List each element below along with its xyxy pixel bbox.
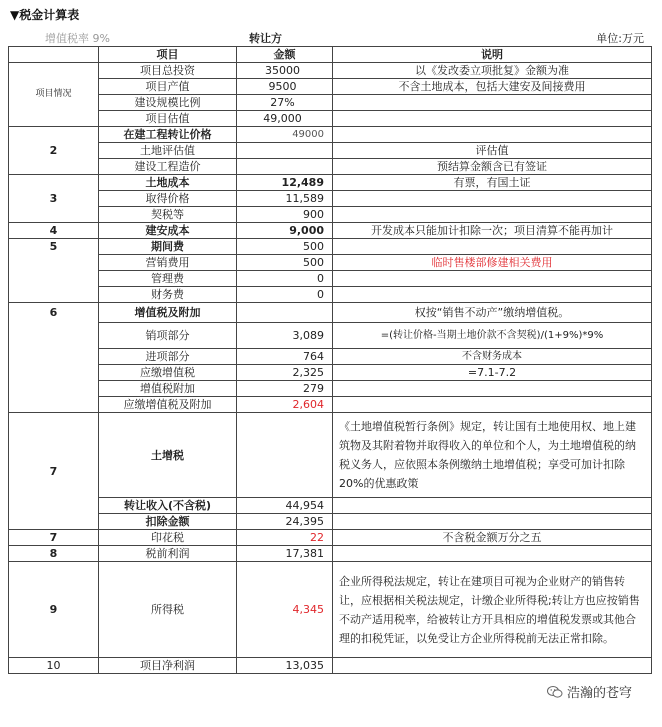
row-amount	[237, 413, 333, 498]
row-item: 土地评估值	[99, 143, 237, 159]
row-item: 增值税及附加	[99, 303, 237, 323]
row-amount: 3,089	[237, 323, 333, 349]
row-item: 项目估值	[99, 111, 237, 127]
row-item: 土地成本	[99, 175, 237, 191]
row-item: 项目净利润	[99, 658, 237, 674]
table-row	[9, 143, 652, 159]
sheet-title: ▼税金计算表	[10, 8, 80, 22]
row-note	[333, 658, 652, 674]
row-note: 企业所得税法规定，转让在建项目可视为企业财产的销售转让，应根据相关税法规定，计缴企业所得税;转让方也应按销售不动产适用税率，给被转让方开具相应的增值税发票或其他合理的扣税凭证，以免受让方企业所得税前无法正常扣除。	[333, 562, 652, 658]
table-row	[9, 349, 652, 365]
row-category: 4	[9, 223, 99, 239]
row-item: 期间费	[99, 239, 237, 255]
header-note: 说明	[333, 47, 652, 63]
table-row	[9, 381, 652, 397]
row-amount: 279	[237, 381, 333, 397]
row-note	[333, 381, 652, 397]
header-item: 项目	[99, 47, 237, 63]
row-note: 不含财务成本	[333, 349, 652, 365]
row-amount: 0	[237, 271, 333, 287]
row-item: 应缴增值税	[99, 365, 237, 381]
table-row	[9, 111, 652, 127]
row-category: 5	[9, 239, 99, 303]
row-item: 应缴增值税及附加	[99, 397, 237, 413]
row-amount: 764	[237, 349, 333, 365]
row-amount: 49,000	[237, 111, 333, 127]
table-row	[9, 562, 652, 658]
row-note: =7.1-7.2	[333, 365, 652, 381]
row-category: 6	[9, 303, 99, 413]
table-row	[9, 239, 652, 255]
row-amount	[237, 143, 333, 159]
row-category: 10	[9, 658, 99, 674]
row-item: 营销费用	[99, 255, 237, 271]
row-item: 扣除金额	[99, 514, 237, 530]
row-amount	[237, 159, 333, 175]
row-category: 9	[9, 562, 99, 658]
table-row	[9, 514, 652, 530]
table-row	[9, 207, 652, 223]
row-item: 建设工程造价	[99, 159, 237, 175]
row-note	[333, 397, 652, 413]
row-amount: 2,325	[237, 365, 333, 381]
row-note: 开发成本只能加计扣除一次；项目清算不能再加计	[333, 223, 652, 239]
row-item: 转让收入(不含税)	[99, 498, 237, 514]
unit-label: 单位:万元	[596, 32, 644, 45]
watermark-text: 浩瀚的苍穹	[566, 686, 632, 701]
row-amount: 13,035	[237, 658, 333, 674]
row-category: 3	[9, 175, 99, 223]
row-amount: 500	[237, 255, 333, 271]
row-item: 取得价格	[99, 191, 237, 207]
row-item: 所得税	[99, 562, 237, 658]
row-amount: 12,489	[237, 175, 333, 191]
wechat-icon	[547, 685, 563, 699]
row-note	[333, 239, 652, 255]
table-row	[9, 530, 652, 546]
header-category	[9, 47, 99, 63]
row-amount: 4,345	[237, 562, 333, 658]
row-item: 契税等	[99, 207, 237, 223]
row-item: 管理费	[99, 271, 237, 287]
row-item: 建安成本	[99, 223, 237, 239]
row-note	[333, 271, 652, 287]
row-item: 财务费	[99, 287, 237, 303]
row-amount: 11,589	[237, 191, 333, 207]
row-amount: 35000	[237, 63, 333, 79]
table-row	[9, 191, 652, 207]
row-amount: 27%	[237, 95, 333, 111]
row-note	[333, 191, 652, 207]
row-amount: 44,954	[237, 498, 333, 514]
sheet-subheader	[0, 28, 662, 46]
row-amount: 500	[237, 239, 333, 255]
row-note: 评估值	[333, 143, 652, 159]
row-item: 土增税	[99, 413, 237, 498]
row-note	[333, 546, 652, 562]
row-note	[333, 498, 652, 514]
table-row	[9, 95, 652, 111]
party-label: 转让方	[249, 32, 282, 45]
table-row	[9, 397, 652, 413]
row-item: 税前利润	[99, 546, 237, 562]
row-amount: 900	[237, 207, 333, 223]
table-row	[9, 79, 652, 95]
row-category: 8	[9, 546, 99, 562]
row-note: 预结算金额含已有签证	[333, 159, 652, 175]
row-amount	[237, 303, 333, 323]
table-row	[9, 365, 652, 381]
row-note: 《土地增值税暂行条例》规定，转让国有土地使用权、地上建筑物及其附着物并取得收入的单位和个人，为土地增值税的纳税义务人，应依照本条例缴纳土地增值税；享受可加计扣除20%的优惠政策	[333, 413, 652, 498]
row-amount: 22	[237, 530, 333, 546]
row-amount: 9500	[237, 79, 333, 95]
row-note	[333, 514, 652, 530]
row-category: 项目情况	[9, 63, 99, 127]
row-amount: 17,381	[237, 546, 333, 562]
row-note: 权按“销售不动产”缴纳增值税。	[333, 303, 652, 323]
row-category: 2	[9, 127, 99, 175]
row-note: 不含土地成本，包括大建安及间接费用	[333, 79, 652, 95]
table-row	[9, 413, 652, 498]
table-row	[9, 127, 652, 143]
table-row	[9, 287, 652, 303]
table-row	[9, 159, 652, 175]
table-row	[9, 255, 652, 271]
table-row	[9, 271, 652, 287]
vat-rate-label: 增值税率 9%	[45, 32, 110, 45]
row-note: 临时售楼部修建相关费用	[333, 255, 652, 271]
tax-table	[8, 46, 652, 674]
row-item: 销项部分	[99, 323, 237, 349]
row-item: 项目产值	[99, 79, 237, 95]
row-note	[333, 111, 652, 127]
table-row	[9, 323, 652, 349]
table-row	[9, 303, 652, 323]
row-note: =(转让价格-当期土地价款不含契税)/(1+9%)*9%	[333, 323, 652, 349]
header-amount: 金额	[237, 47, 333, 63]
row-item: 增值税附加	[99, 381, 237, 397]
watermark	[545, 682, 634, 701]
table-row	[9, 63, 652, 79]
row-item: 印花税	[99, 530, 237, 546]
row-note: 以《发改委立项批复》金额为准	[333, 63, 652, 79]
row-amount: 0	[237, 287, 333, 303]
row-note: 不含税金额万分之五	[333, 530, 652, 546]
row-category: 7	[9, 413, 99, 530]
row-item: 进项部分	[99, 349, 237, 365]
row-note	[333, 287, 652, 303]
row-item: 在建工程转让价格	[99, 127, 237, 143]
row-category: 7	[9, 530, 99, 546]
row-amount: 24,395	[237, 514, 333, 530]
row-note: 有票，有国土证	[333, 175, 652, 191]
table-row	[9, 175, 652, 191]
table-row	[9, 658, 652, 674]
row-amount: 2,604	[237, 397, 333, 413]
row-note	[333, 207, 652, 223]
table-header-row	[9, 47, 652, 63]
row-amount: 9,000	[237, 223, 333, 239]
table-row	[9, 546, 652, 562]
row-note	[333, 127, 652, 143]
table-row	[9, 498, 652, 514]
row-amount: 49000	[237, 127, 333, 143]
table-row	[9, 223, 652, 239]
row-item: 项目总投资	[99, 63, 237, 79]
row-note	[333, 95, 652, 111]
row-item: 建设规模比例	[99, 95, 237, 111]
